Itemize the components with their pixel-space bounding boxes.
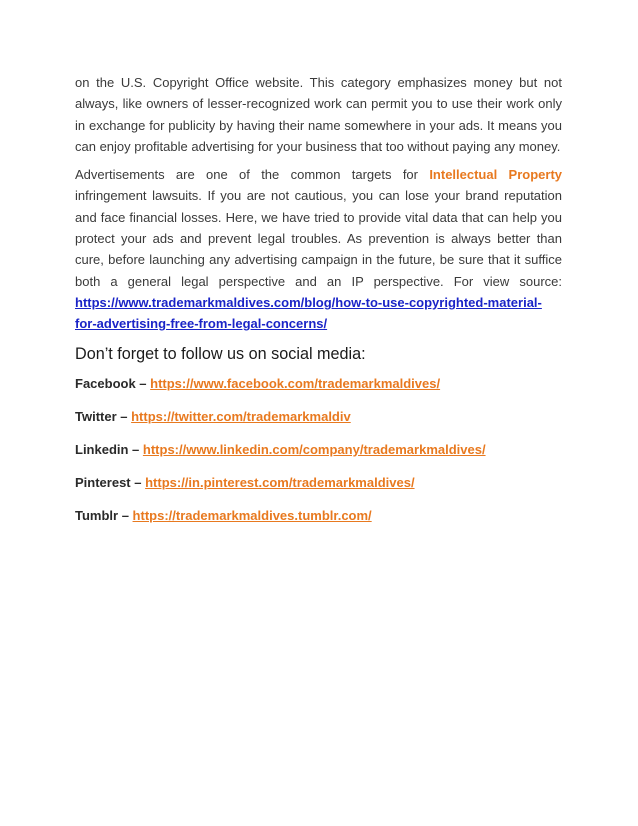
- social-row-pinterest: [75, 474, 562, 492]
- paragraph-advertisements: [75, 164, 562, 334]
- pinterest-link[interactable]: https://in.pinterest.com/trademarkmaldives/: [145, 474, 415, 490]
- social-media-list: [75, 375, 562, 525]
- linkedin-link[interactable]: https://www.linkedin.com/company/trademarkmaldives/: [142, 441, 486, 457]
- social-row-facebook: [75, 375, 562, 393]
- intellectual-property-link[interactable]: Intellectual Property: [429, 167, 562, 183]
- social-row-tumblr: [75, 507, 562, 525]
- facebook-label: Facebook –: [75, 375, 151, 391]
- linkedin-label: Linkedin –: [75, 441, 143, 457]
- paragraph-copyright-office: [75, 72, 562, 157]
- tumblr-label: Tumblr –: [75, 507, 133, 523]
- document-page: [75, 72, 562, 540]
- pinterest-label: Pinterest –: [75, 474, 146, 490]
- social-row-linkedin: [75, 441, 562, 459]
- paragraph-1-text: on the U.S. Copyright Office website. This category emphasizes money but not always, like owners of lesser-recognized work can permit you to use their work only in exchange for publicity by having their name somewhere in your ads. It means you can enjoy profitable advertising for your business that too without paying any money.: [75, 75, 562, 154]
- twitter-label: Twitter –: [75, 408, 132, 424]
- facebook-link[interactable]: https://www.facebook.com/trademarkmaldives/: [150, 375, 441, 391]
- twitter-link[interactable]: https://twitter.com/trademarkmaldiv: [131, 408, 351, 424]
- social-row-twitter: [75, 408, 562, 426]
- paragraph-2-intro: Advertisements are one of the common targets for: [75, 167, 430, 183]
- tumblr-link[interactable]: https://trademarkmaldives.tumblr.com/: [132, 507, 372, 523]
- social-media-heading: Don’t forget to follow us on social media:: [75, 344, 366, 363]
- view-source-link[interactable]: https://www.trademarkmaldives.com/blog/how-to-use-copyrighted-material-for-advertising-free-from-legal-concerns/: [75, 294, 542, 332]
- paragraph-2-body: infringement lawsuits. If you are not cautious, you can lose your brand reputation and face financial losses. Here, we have tried to provide vital data that can help you protect your ads and prevent legal troubles. As prevention is always better than cure, before launching any advertising campaign in the future, be sure that it suffice both a general legal perspective and an IP perspective. For view source:: [75, 188, 562, 289]
